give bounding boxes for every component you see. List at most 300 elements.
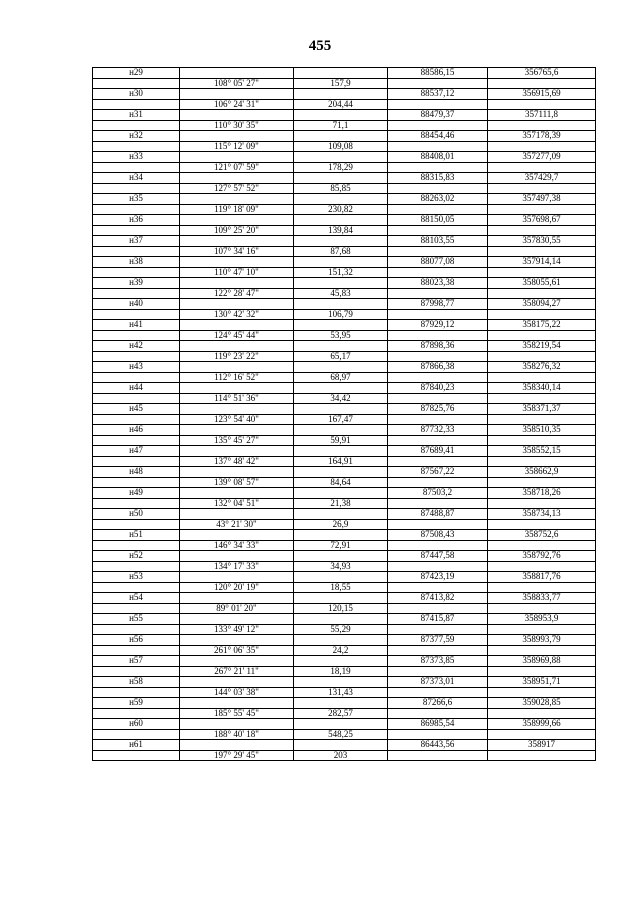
point-row bbox=[93, 635, 596, 646]
point-row bbox=[93, 89, 596, 100]
point-row bbox=[93, 131, 596, 142]
empty-cell bbox=[388, 540, 488, 551]
x-coordinate-cell: 88263,02 bbox=[388, 194, 488, 205]
point-row bbox=[93, 215, 596, 226]
y-coordinate-cell: 358999,66 bbox=[488, 719, 596, 730]
empty-cell bbox=[488, 708, 596, 719]
empty-cell bbox=[294, 467, 388, 478]
empty-cell bbox=[488, 645, 596, 656]
point-row bbox=[93, 677, 596, 688]
empty-cell bbox=[180, 488, 294, 499]
empty-cell bbox=[180, 194, 294, 205]
direction-angle-cell: 197° 29' 45" bbox=[180, 750, 294, 761]
distance-cell: 157,9 bbox=[294, 78, 388, 89]
empty-cell bbox=[294, 383, 388, 394]
point-name-cell: н52 bbox=[93, 551, 180, 562]
point-name-cell: н41 bbox=[93, 320, 180, 331]
y-coordinate-cell: 358094,27 bbox=[488, 299, 596, 310]
direction-angle-cell: 108° 05' 27" bbox=[180, 78, 294, 89]
empty-cell bbox=[388, 456, 488, 467]
distance-cell: 85,85 bbox=[294, 183, 388, 194]
direction-angle-cell: 122° 28' 47" bbox=[180, 288, 294, 299]
empty-cell bbox=[488, 519, 596, 530]
point-name-cell: н48 bbox=[93, 467, 180, 478]
distance-cell: 84,64 bbox=[294, 477, 388, 488]
empty-cell bbox=[294, 362, 388, 373]
empty-cell bbox=[388, 729, 488, 740]
empty-cell bbox=[93, 267, 180, 278]
point-name-cell: н54 bbox=[93, 593, 180, 604]
empty-cell bbox=[488, 78, 596, 89]
empty-cell bbox=[180, 719, 294, 730]
y-coordinate-cell: 358510,35 bbox=[488, 425, 596, 436]
empty-cell bbox=[388, 708, 488, 719]
distance-cell: 34,93 bbox=[294, 561, 388, 572]
empty-cell bbox=[180, 572, 294, 583]
distance-cell: 230,82 bbox=[294, 204, 388, 215]
empty-cell bbox=[93, 687, 180, 698]
empty-cell bbox=[388, 435, 488, 446]
distance-cell: 72,91 bbox=[294, 540, 388, 551]
empty-cell bbox=[388, 750, 488, 761]
point-row bbox=[93, 446, 596, 457]
x-coordinate-cell: 88077,08 bbox=[388, 257, 488, 268]
empty-cell bbox=[294, 677, 388, 688]
empty-cell bbox=[294, 68, 388, 79]
distance-cell: 204,44 bbox=[294, 99, 388, 110]
y-coordinate-cell: 358718,26 bbox=[488, 488, 596, 499]
direction-angle-cell: 124° 45' 44" bbox=[180, 330, 294, 341]
point-row bbox=[93, 551, 596, 562]
x-coordinate-cell: 88315,83 bbox=[388, 173, 488, 184]
segment-row bbox=[93, 435, 596, 446]
empty-cell bbox=[294, 530, 388, 541]
empty-cell bbox=[93, 708, 180, 719]
empty-cell bbox=[388, 477, 488, 488]
empty-cell bbox=[388, 561, 488, 572]
empty-cell bbox=[488, 561, 596, 572]
empty-cell bbox=[488, 99, 596, 110]
empty-cell bbox=[388, 78, 488, 89]
empty-cell bbox=[93, 351, 180, 362]
direction-angle-cell: 107° 34' 16" bbox=[180, 246, 294, 257]
x-coordinate-cell: 87413,82 bbox=[388, 593, 488, 604]
segment-row bbox=[93, 78, 596, 89]
empty-cell bbox=[180, 446, 294, 457]
empty-cell bbox=[488, 309, 596, 320]
point-name-cell: н34 bbox=[93, 173, 180, 184]
y-coordinate-cell: 358371,37 bbox=[488, 404, 596, 415]
segment-row bbox=[93, 729, 596, 740]
empty-cell bbox=[294, 446, 388, 457]
empty-cell bbox=[93, 78, 180, 89]
empty-cell bbox=[93, 288, 180, 299]
direction-angle-cell: 188° 40' 18" bbox=[180, 729, 294, 740]
direction-angle-cell: 135° 45' 27" bbox=[180, 435, 294, 446]
direction-angle-cell: 144° 03' 38" bbox=[180, 687, 294, 698]
point-name-cell: н50 bbox=[93, 509, 180, 520]
x-coordinate-cell: 87825,76 bbox=[388, 404, 488, 415]
y-coordinate-cell: 357830,55 bbox=[488, 236, 596, 247]
segment-row bbox=[93, 414, 596, 425]
empty-cell bbox=[388, 582, 488, 593]
point-row bbox=[93, 362, 596, 373]
empty-cell bbox=[180, 299, 294, 310]
empty-cell bbox=[388, 204, 488, 215]
empty-cell bbox=[294, 194, 388, 205]
empty-cell bbox=[93, 141, 180, 152]
point-row bbox=[93, 509, 596, 520]
x-coordinate-cell: 88537,12 bbox=[388, 89, 488, 100]
empty-cell bbox=[294, 173, 388, 184]
y-coordinate-cell: 358917 bbox=[488, 740, 596, 751]
x-coordinate-cell: 87373,85 bbox=[388, 656, 488, 667]
distance-cell: 167,47 bbox=[294, 414, 388, 425]
empty-cell bbox=[488, 372, 596, 383]
empty-cell bbox=[294, 236, 388, 247]
empty-cell bbox=[294, 110, 388, 121]
point-name-cell: н37 bbox=[93, 236, 180, 247]
empty-cell bbox=[93, 582, 180, 593]
distance-cell: 106,79 bbox=[294, 309, 388, 320]
direction-angle-cell: 261° 06' 35" bbox=[180, 645, 294, 656]
direction-angle-cell: 43° 21' 30" bbox=[180, 519, 294, 530]
point-name-cell: н61 bbox=[93, 740, 180, 751]
point-row bbox=[93, 614, 596, 625]
empty-cell bbox=[93, 162, 180, 173]
point-name-cell: н60 bbox=[93, 719, 180, 730]
y-coordinate-cell: 358833,77 bbox=[488, 593, 596, 604]
empty-cell bbox=[93, 498, 180, 509]
distance-cell: 18,55 bbox=[294, 582, 388, 593]
x-coordinate-cell: 87567,22 bbox=[388, 467, 488, 478]
x-coordinate-cell: 88150,05 bbox=[388, 215, 488, 226]
distance-cell: 59,91 bbox=[294, 435, 388, 446]
empty-cell bbox=[388, 162, 488, 173]
empty-cell bbox=[294, 656, 388, 667]
empty-cell bbox=[93, 435, 180, 446]
direction-angle-cell: 123° 54' 40" bbox=[180, 414, 294, 425]
empty-cell bbox=[294, 89, 388, 100]
segment-row bbox=[93, 330, 596, 341]
empty-cell bbox=[180, 320, 294, 331]
point-name-cell: н29 bbox=[93, 68, 180, 79]
point-row bbox=[93, 740, 596, 751]
direction-angle-cell: 106° 24' 31" bbox=[180, 99, 294, 110]
direction-angle-cell: 132° 04' 51" bbox=[180, 498, 294, 509]
empty-cell bbox=[388, 498, 488, 509]
point-row bbox=[93, 467, 596, 478]
point-name-cell: н44 bbox=[93, 383, 180, 394]
segment-row bbox=[93, 183, 596, 194]
direction-angle-cell: 137° 48' 42" bbox=[180, 456, 294, 467]
direction-angle-cell: 185° 55' 45" bbox=[180, 708, 294, 719]
x-coordinate-cell: 87866,38 bbox=[388, 362, 488, 373]
empty-cell bbox=[180, 425, 294, 436]
point-row bbox=[93, 656, 596, 667]
direction-angle-cell: 134° 17' 33" bbox=[180, 561, 294, 572]
segment-row bbox=[93, 267, 596, 278]
empty-cell bbox=[93, 330, 180, 341]
y-coordinate-cell: 358993,79 bbox=[488, 635, 596, 646]
empty-cell bbox=[93, 225, 180, 236]
segment-row bbox=[93, 393, 596, 404]
empty-cell bbox=[180, 341, 294, 352]
segment-row bbox=[93, 540, 596, 551]
x-coordinate-cell: 87373,01 bbox=[388, 677, 488, 688]
empty-cell bbox=[488, 288, 596, 299]
distance-cell: 45,83 bbox=[294, 288, 388, 299]
empty-cell bbox=[93, 519, 180, 530]
empty-cell bbox=[93, 456, 180, 467]
y-coordinate-cell: 357497,38 bbox=[488, 194, 596, 205]
y-coordinate-cell: 358219,54 bbox=[488, 341, 596, 352]
empty-cell bbox=[488, 204, 596, 215]
empty-cell bbox=[488, 729, 596, 740]
empty-cell bbox=[294, 488, 388, 499]
empty-cell bbox=[93, 540, 180, 551]
empty-cell bbox=[180, 698, 294, 709]
empty-cell bbox=[388, 288, 488, 299]
y-coordinate-cell: 358662,9 bbox=[488, 467, 596, 478]
empty-cell bbox=[488, 750, 596, 761]
empty-cell bbox=[488, 624, 596, 635]
empty-cell bbox=[180, 530, 294, 541]
segment-row bbox=[93, 225, 596, 236]
segment-row bbox=[93, 99, 596, 110]
empty-cell bbox=[294, 698, 388, 709]
x-coordinate-cell: 87377,59 bbox=[388, 635, 488, 646]
empty-cell bbox=[180, 278, 294, 289]
segment-row bbox=[93, 141, 596, 152]
point-name-cell: н43 bbox=[93, 362, 180, 373]
segment-row bbox=[93, 582, 596, 593]
segment-row bbox=[93, 456, 596, 467]
empty-cell bbox=[180, 362, 294, 373]
y-coordinate-cell: 358817,76 bbox=[488, 572, 596, 583]
empty-cell bbox=[93, 729, 180, 740]
empty-cell bbox=[294, 635, 388, 646]
x-coordinate-cell: 88479,37 bbox=[388, 110, 488, 121]
distance-cell: 65,17 bbox=[294, 351, 388, 362]
empty-cell bbox=[388, 372, 488, 383]
empty-cell bbox=[488, 267, 596, 278]
empty-cell bbox=[294, 152, 388, 163]
direction-angle-cell: 110° 47' 10" bbox=[180, 267, 294, 278]
distance-cell: 164,91 bbox=[294, 456, 388, 467]
y-coordinate-cell: 357429,7 bbox=[488, 173, 596, 184]
distance-cell: 548,25 bbox=[294, 729, 388, 740]
y-coordinate-cell: 356765,6 bbox=[488, 68, 596, 79]
point-row bbox=[93, 173, 596, 184]
empty-cell bbox=[180, 110, 294, 121]
empty-cell bbox=[388, 351, 488, 362]
y-coordinate-cell: 358752,6 bbox=[488, 530, 596, 541]
y-coordinate-cell: 357178,39 bbox=[488, 131, 596, 142]
distance-cell: 87,68 bbox=[294, 246, 388, 257]
empty-cell bbox=[180, 740, 294, 751]
point-name-cell: н38 bbox=[93, 257, 180, 268]
x-coordinate-cell: 86985,54 bbox=[388, 719, 488, 730]
empty-cell bbox=[93, 204, 180, 215]
point-row bbox=[93, 404, 596, 415]
y-coordinate-cell: 358734,13 bbox=[488, 509, 596, 520]
empty-cell bbox=[93, 120, 180, 131]
empty-cell bbox=[93, 624, 180, 635]
direction-angle-cell: 112° 16' 52" bbox=[180, 372, 294, 383]
empty-cell bbox=[488, 246, 596, 257]
empty-cell bbox=[488, 687, 596, 698]
segment-row bbox=[93, 666, 596, 677]
point-row bbox=[93, 572, 596, 583]
direction-angle-cell: 114° 51' 36" bbox=[180, 393, 294, 404]
empty-cell bbox=[180, 467, 294, 478]
direction-angle-cell: 120° 20' 19" bbox=[180, 582, 294, 593]
distance-cell: 139,84 bbox=[294, 225, 388, 236]
empty-cell bbox=[294, 572, 388, 583]
point-row bbox=[93, 299, 596, 310]
empty-cell bbox=[488, 435, 596, 446]
y-coordinate-cell: 358792,76 bbox=[488, 551, 596, 562]
empty-cell bbox=[294, 131, 388, 142]
x-coordinate-cell: 88408,01 bbox=[388, 152, 488, 163]
empty-cell bbox=[93, 603, 180, 614]
empty-cell bbox=[180, 173, 294, 184]
direction-angle-cell: 139° 08' 57" bbox=[180, 477, 294, 488]
direction-angle-cell: 109° 25' 20" bbox=[180, 225, 294, 236]
empty-cell bbox=[294, 425, 388, 436]
empty-cell bbox=[180, 215, 294, 226]
point-row bbox=[93, 278, 596, 289]
empty-cell bbox=[388, 99, 488, 110]
segment-row bbox=[93, 498, 596, 509]
coordinates-table bbox=[92, 67, 595, 761]
empty-cell bbox=[488, 456, 596, 467]
distance-cell: 282,57 bbox=[294, 708, 388, 719]
empty-cell bbox=[488, 540, 596, 551]
segment-row bbox=[93, 309, 596, 320]
x-coordinate-cell: 88023,38 bbox=[388, 278, 488, 289]
distance-cell: 178,29 bbox=[294, 162, 388, 173]
point-name-cell: н53 bbox=[93, 572, 180, 583]
x-coordinate-cell: 87508,43 bbox=[388, 530, 488, 541]
coordinates-table-body bbox=[93, 68, 596, 761]
empty-cell bbox=[388, 687, 488, 698]
x-coordinate-cell: 88454,46 bbox=[388, 131, 488, 142]
y-coordinate-cell: 356915,69 bbox=[488, 89, 596, 100]
empty-cell bbox=[294, 719, 388, 730]
point-name-cell: н32 bbox=[93, 131, 180, 142]
empty-cell bbox=[488, 162, 596, 173]
empty-cell bbox=[180, 404, 294, 415]
empty-cell bbox=[180, 257, 294, 268]
empty-cell bbox=[180, 509, 294, 520]
empty-cell bbox=[294, 509, 388, 520]
segment-row bbox=[93, 645, 596, 656]
point-name-cell: н33 bbox=[93, 152, 180, 163]
empty-cell bbox=[488, 582, 596, 593]
empty-cell bbox=[488, 183, 596, 194]
y-coordinate-cell: 359028,85 bbox=[488, 698, 596, 709]
point-name-cell: н30 bbox=[93, 89, 180, 100]
empty-cell bbox=[180, 614, 294, 625]
point-name-cell: н46 bbox=[93, 425, 180, 436]
point-row bbox=[93, 593, 596, 604]
empty-cell bbox=[388, 519, 488, 530]
point-name-cell: н58 bbox=[93, 677, 180, 688]
point-name-cell: н47 bbox=[93, 446, 180, 457]
distance-cell: 151,32 bbox=[294, 267, 388, 278]
point-row bbox=[93, 698, 596, 709]
empty-cell bbox=[388, 666, 488, 677]
point-row bbox=[93, 341, 596, 352]
point-row bbox=[93, 236, 596, 247]
y-coordinate-cell: 357277,09 bbox=[488, 152, 596, 163]
empty-cell bbox=[294, 551, 388, 562]
distance-cell: 203 bbox=[294, 750, 388, 761]
point-row bbox=[93, 425, 596, 436]
empty-cell bbox=[388, 225, 488, 236]
empty-cell bbox=[180, 593, 294, 604]
empty-cell bbox=[294, 299, 388, 310]
distance-cell: 109,08 bbox=[294, 141, 388, 152]
direction-angle-cell: 119° 23' 22" bbox=[180, 351, 294, 362]
point-name-cell: н59 bbox=[93, 698, 180, 709]
point-row bbox=[93, 110, 596, 121]
point-name-cell: н56 bbox=[93, 635, 180, 646]
empty-cell bbox=[294, 341, 388, 352]
y-coordinate-cell: 357914,14 bbox=[488, 257, 596, 268]
empty-cell bbox=[388, 624, 488, 635]
segment-row bbox=[93, 687, 596, 698]
empty-cell bbox=[388, 120, 488, 131]
distance-cell: 55,29 bbox=[294, 624, 388, 635]
point-row bbox=[93, 719, 596, 730]
point-row bbox=[93, 320, 596, 331]
direction-angle-cell: 89° 01' 20" bbox=[180, 603, 294, 614]
x-coordinate-cell: 87266,6 bbox=[388, 698, 488, 709]
point-name-cell: н36 bbox=[93, 215, 180, 226]
segment-row bbox=[93, 624, 596, 635]
point-row bbox=[93, 257, 596, 268]
direction-angle-cell: 121° 07' 59" bbox=[180, 162, 294, 173]
x-coordinate-cell: 87898,36 bbox=[388, 341, 488, 352]
distance-cell: 18,19 bbox=[294, 666, 388, 677]
empty-cell bbox=[388, 183, 488, 194]
point-name-cell: н40 bbox=[93, 299, 180, 310]
empty-cell bbox=[388, 603, 488, 614]
point-name-cell: н45 bbox=[93, 404, 180, 415]
segment-row bbox=[93, 519, 596, 530]
empty-cell bbox=[388, 414, 488, 425]
segment-row bbox=[93, 372, 596, 383]
empty-cell bbox=[93, 477, 180, 488]
empty-cell bbox=[180, 152, 294, 163]
direction-angle-cell: 146° 34' 33" bbox=[180, 540, 294, 551]
point-row bbox=[93, 530, 596, 541]
segment-row bbox=[93, 477, 596, 488]
point-name-cell: н55 bbox=[93, 614, 180, 625]
segment-row bbox=[93, 246, 596, 257]
segment-row bbox=[93, 750, 596, 761]
point-name-cell: н42 bbox=[93, 341, 180, 352]
distance-cell: 21,38 bbox=[294, 498, 388, 509]
segment-row bbox=[93, 351, 596, 362]
empty-cell bbox=[93, 666, 180, 677]
direction-angle-cell: 127° 57' 52" bbox=[180, 183, 294, 194]
direction-angle-cell: 133° 49' 12" bbox=[180, 624, 294, 635]
y-coordinate-cell: 358969,88 bbox=[488, 656, 596, 667]
